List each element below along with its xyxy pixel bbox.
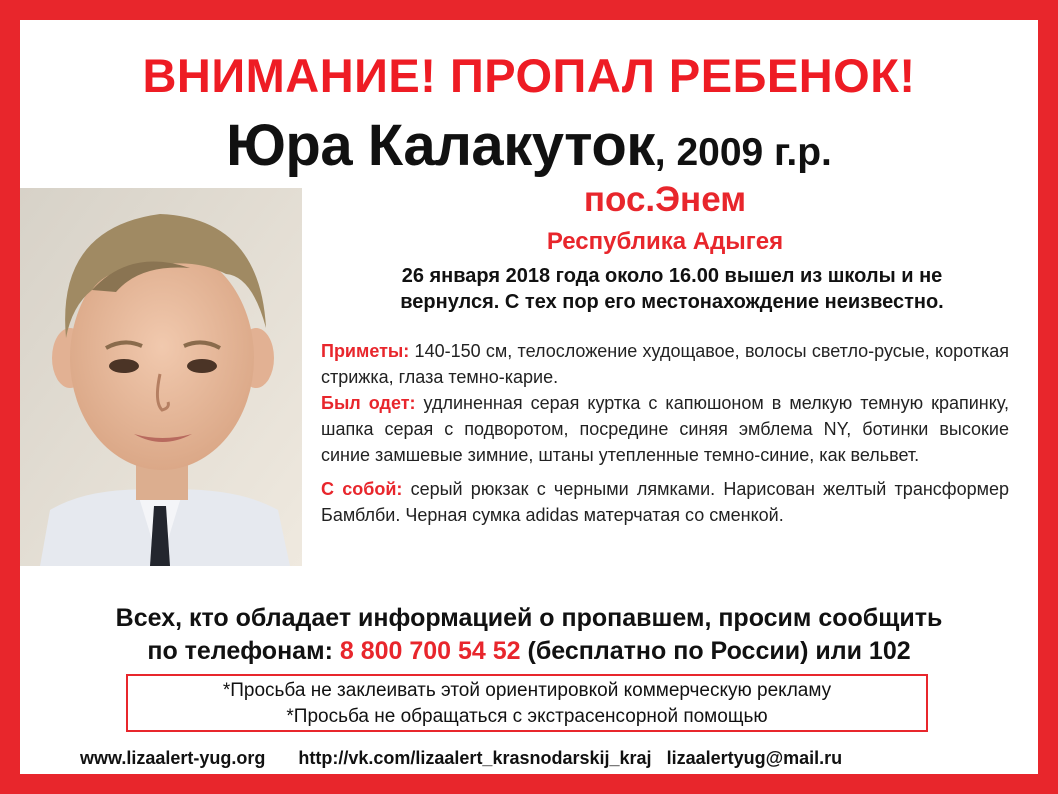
- website-link[interactable]: www.lizaalert-yug.org: [80, 748, 266, 768]
- hotline-phone[interactable]: 8 800 700 54 52: [339, 637, 521, 665]
- circumstances: [312, 263, 1032, 315]
- email-link[interactable]: lizaalertyug@mail.ru: [666, 748, 843, 768]
- appeal-suffix: (бесплатно по России) или 102: [520, 637, 911, 665]
- contact-appeal: [20, 602, 1038, 668]
- description-clothing: [321, 390, 1009, 468]
- notice-line: *Просьба не заклеивать этой ориентировкой коммерческую рекламу: [222, 680, 832, 701]
- footer-links: [80, 748, 842, 769]
- vk-link[interactable]: http://vk.com/lizaalert_krasnodarskij_kraj: [298, 748, 652, 768]
- notice-line: *Просьба не обращаться с экстрасенсорной помощью: [286, 706, 768, 727]
- appeal-line: [20, 635, 1038, 668]
- circumstances-line: вернулся. С тех пор его местонахождение неизвестно.: [400, 291, 944, 313]
- child-photo: [20, 188, 302, 566]
- appeal-prefix: по телефонам:: [147, 637, 340, 665]
- region: Республика Адыгея: [546, 228, 784, 255]
- description-block: [321, 338, 1009, 528]
- description-appearance: [321, 338, 1009, 390]
- notice-box: [126, 674, 928, 732]
- appeal-line: Всех, кто обладает информацией о пропавшем, просим сообщить: [115, 604, 943, 632]
- description-belongings: [321, 476, 1009, 528]
- birth-year: , 2009 г.р.: [654, 131, 832, 174]
- settlement: пос.Энем: [583, 180, 747, 219]
- description-text: 140-150 см, телосложение худощавое, волосы светло-русые, короткая стрижка, глаза темно-карие.: [321, 341, 1009, 387]
- description-text: удлиненная серая куртка с капюшоном в мелкую темную крапинку, шапка серая с подворотом, посредине синяя эмблема NY, ботинки высокие синие замшевые зимние, штаны утепленные темно-синие, как вельвет.: [321, 393, 1009, 465]
- description-label: С собой:: [321, 479, 403, 499]
- circumstances-line: 26 января 2018 года около 16.00 вышел из школы и не: [401, 265, 943, 287]
- description-label: Был одет:: [321, 393, 416, 413]
- alert-title: ВНИМАНИЕ! ПРОПАЛ РЕБЕНОК!: [142, 49, 916, 102]
- description-text: серый рюкзак с черными лямками. Нарисован желтый трансформер Бамблби. Черная сумка adidas матерчатая со сменкой.: [321, 479, 1009, 525]
- child-portrait-image: [20, 188, 302, 566]
- child-name-line: [20, 112, 1038, 179]
- description-label: Приметы:: [321, 341, 410, 361]
- child-name: Юра Калакуток: [226, 113, 655, 178]
